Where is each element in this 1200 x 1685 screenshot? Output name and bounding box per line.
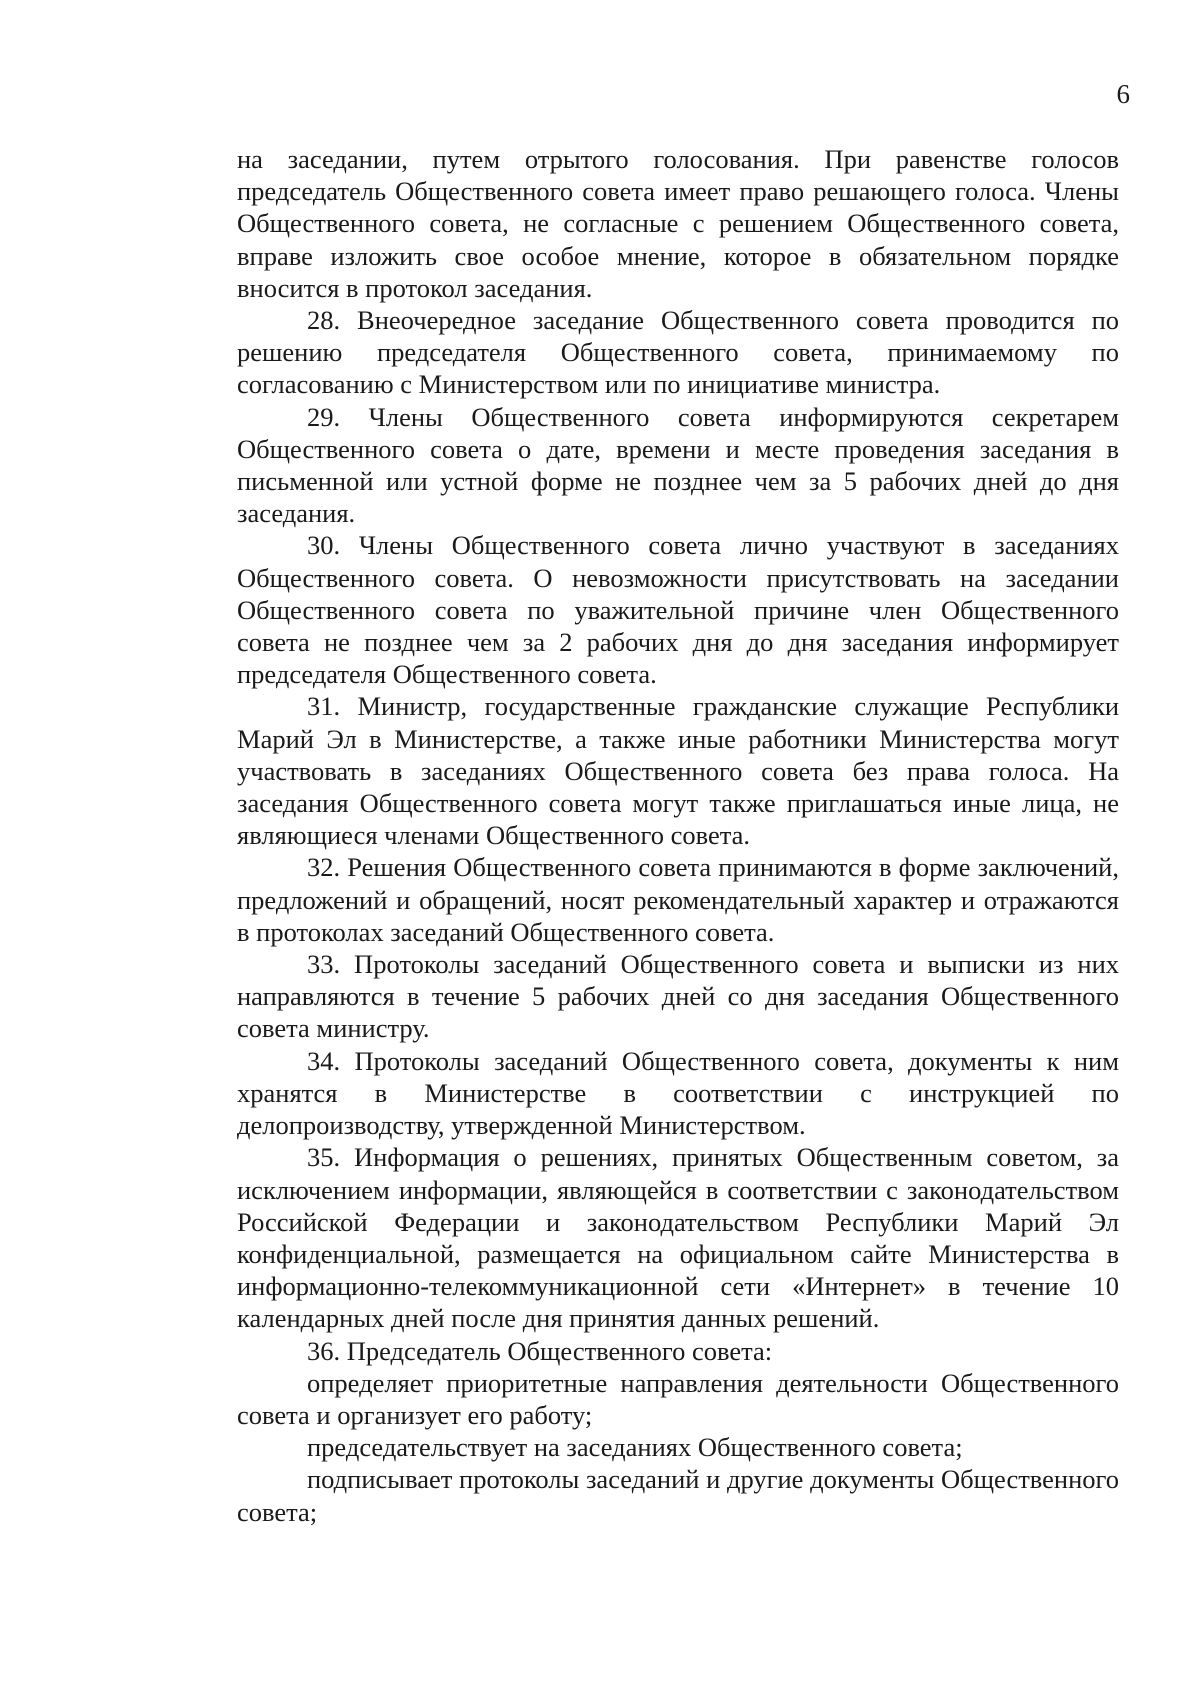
- paragraph-item-35: 35. Информация о решениях, принятых Общественным советом, за исключением информации, являющейся в соответствии с законодательством Российской Федерации и законодательством Республики Марий Эл конфиденциальной, размещается на официальном сайте Министерства в информационно-телекоммуникационной сети «Интернет» в течение 10 календарных дней после дня принятия данных решений.: [237, 1142, 1119, 1334]
- paragraph-item-32: 32. Решения Общественного совета принимаются в форме заключений, предложений и обращений, носят рекомендательный характер и отражаются в протоколах заседаний Общественного совета.: [237, 852, 1119, 947]
- paragraph-item-30: 30. Члены Общественного совета лично участвуют в заседаниях Общественного совета. О невозможности присутствовать на заседании Общественного совета по уважительной причине член Общественного совета не позднее чем за 2 рабочих дня до дня заседания информирует председателя Общественного совета.: [237, 530, 1119, 690]
- paragraph-item-28: 28. Внеочередное заседание Общественного совета проводится по решению председателя Общественного совета, принимаемому по согласованию с Министерством или по инициативе министра.: [237, 305, 1119, 400]
- paragraph-item-36-heading: 36. Председатель Общественного совета:: [307, 1335, 773, 1366]
- page-number: 6: [1116, 79, 1130, 109]
- paragraph-chair-duty-signs: подписывает протоколы заседаний и другие документы Общественного совета;: [237, 1464, 1119, 1527]
- paragraph-item-34: 34. Протоколы заседаний Общественного совета, документы к ним хранятся в Министерстве в соответствии с инструкцией по делопроизводству, утвержденной Министерством.: [237, 1045, 1119, 1141]
- paragraph-item-33: 33. Протоколы заседаний Общественного совета и выписки из них направляются в течение 5 рабочих дней со дня заседания Общественного совета министру.: [237, 949, 1119, 1044]
- paragraph-chair-duty-priorities: определяет приоритетные направления деятельности Общественного совета и организует его работу;: [237, 1367, 1119, 1430]
- paragraph-item-31: 31. Министр, государственные гражданские служащие Республики Марий Эл в Министерстве, а также иные работники Министерства могут участвовать в заседаниях Общественного совета без права голоса. На заседания Общественного совета могут также приглашаться иные лица, не являющиеся членами Общественного совета.: [237, 691, 1119, 851]
- paragraph-item-29: 29. Члены Общественного совета информируются секретарем Общественного совета о дате, времени и месте проведения заседания в письменной или устной форме не позднее чем за 5 рабочих дней до дня заседания.: [237, 401, 1119, 529]
- paragraph-voting-continuation: на заседании, путем отрытого голосования. При равенстве голосов председатель Общественного совета имеет право решающего голоса. Члены Общественного совета, не согласные с решением Общественного совета, вправе изложить свое особое мнение, которое в обязательном порядке вносится в протокол заседания.: [237, 144, 1119, 303]
- document-body: [237, 143, 1119, 1528]
- paragraph-chair-duty-presides: председательствует на заседаниях Общественного совета;: [307, 1432, 963, 1463]
